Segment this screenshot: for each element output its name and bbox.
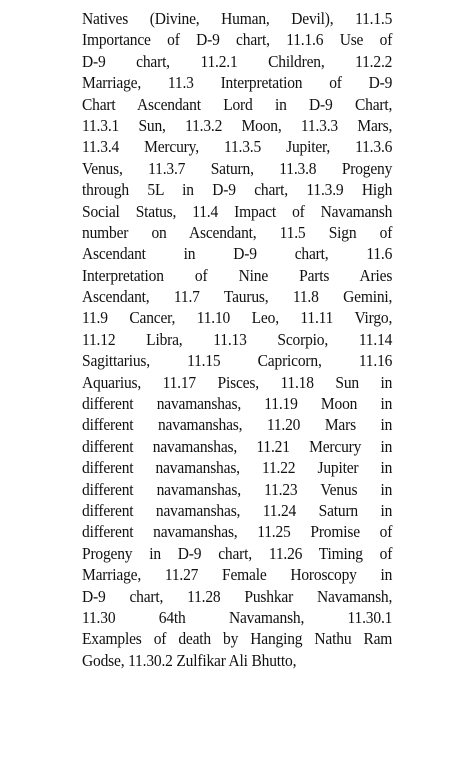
text-line-31: Godse, 11.30.2 Zulfikar Ali Bhutto, [82,650,297,670]
text-line-13: Interpretation of Nine Parts Aries [82,265,393,285]
text-line-9: through 5L in D-9 chart, 11.3.9 High [82,180,393,200]
text-line-24: different navamanshas, 11.24 Saturn in [82,500,393,520]
text-line-12: Ascendant in D-9 chart, 11.6 [82,244,393,264]
text-line-4: Marriage, 11.3 Interpretation of D-9 [82,73,393,93]
text-line-27: Marriage, 11.27 Female Horoscopy in [82,565,393,585]
text-line-2: Importance of D-9 chart, 11.1.6 Use of [82,30,393,50]
text-line-5: Chart Ascendant Lord in D-9 Chart, [82,94,393,114]
text-line-1: Natives (Divine, Human, Devil), 11.1.5 [82,9,393,28]
text-line-14: Ascendant, 11.7 Taurus, 11.8 Gemini, [82,287,393,307]
text-line-7: 11.3.4 Mercury, 11.3.5 Jupiter, 11.3.6 [82,137,393,157]
document-page [82,8,392,671]
text-line-26: Progeny in D-9 chart, 11.26 Timing of [82,543,393,563]
text-line-20: different navamanshas, 11.20 Mars in [82,415,393,435]
text-line-25: different navamanshas, 11.25 Promise of [82,522,393,542]
text-line-8: Venus, 11.3.7 Saturn, 11.3.8 Progeny [82,158,393,178]
text-line-30: Examples of death by Hanging Nathu Ram [82,629,393,649]
text-line-17: Sagittarius, 11.15 Capricorn, 11.16 [82,351,393,371]
text-line-16: 11.12 Libra, 11.13 Scorpio, 11.14 [82,329,393,349]
text-line-29: 11.30 64th Navamansh, 11.30.1 [82,607,393,627]
text-line-6: 11.3.1 Sun, 11.3.2 Moon, 11.3.3 Mars, [82,115,393,135]
text-line-18: Aquarius, 11.17 Pisces, 11.18 Sun in [82,372,393,392]
text-line-10: Social Status, 11.4 Impact of Navamansh [82,201,393,221]
text-line-21: different navamanshas, 11.21 Mercury in [82,436,393,456]
text-line-3: D-9 chart, 11.2.1 Children, 11.2.2 [82,51,393,71]
text-line-15: 11.9 Cancer, 11.10 Leo, 11.11 Virgo, [82,308,393,328]
text-line-22: different navamanshas, 11.22 Jupiter in [82,458,393,478]
text-line-28: D-9 chart, 11.28 Pushkar Navamansh, [82,586,393,606]
text-line-11: number on Ascendant, 11.5 Sign of [82,222,393,242]
text-line-23: different navamanshas, 11.23 Venus in [82,479,393,499]
text-line-19: different navamanshas, 11.19 Moon in [82,394,393,414]
